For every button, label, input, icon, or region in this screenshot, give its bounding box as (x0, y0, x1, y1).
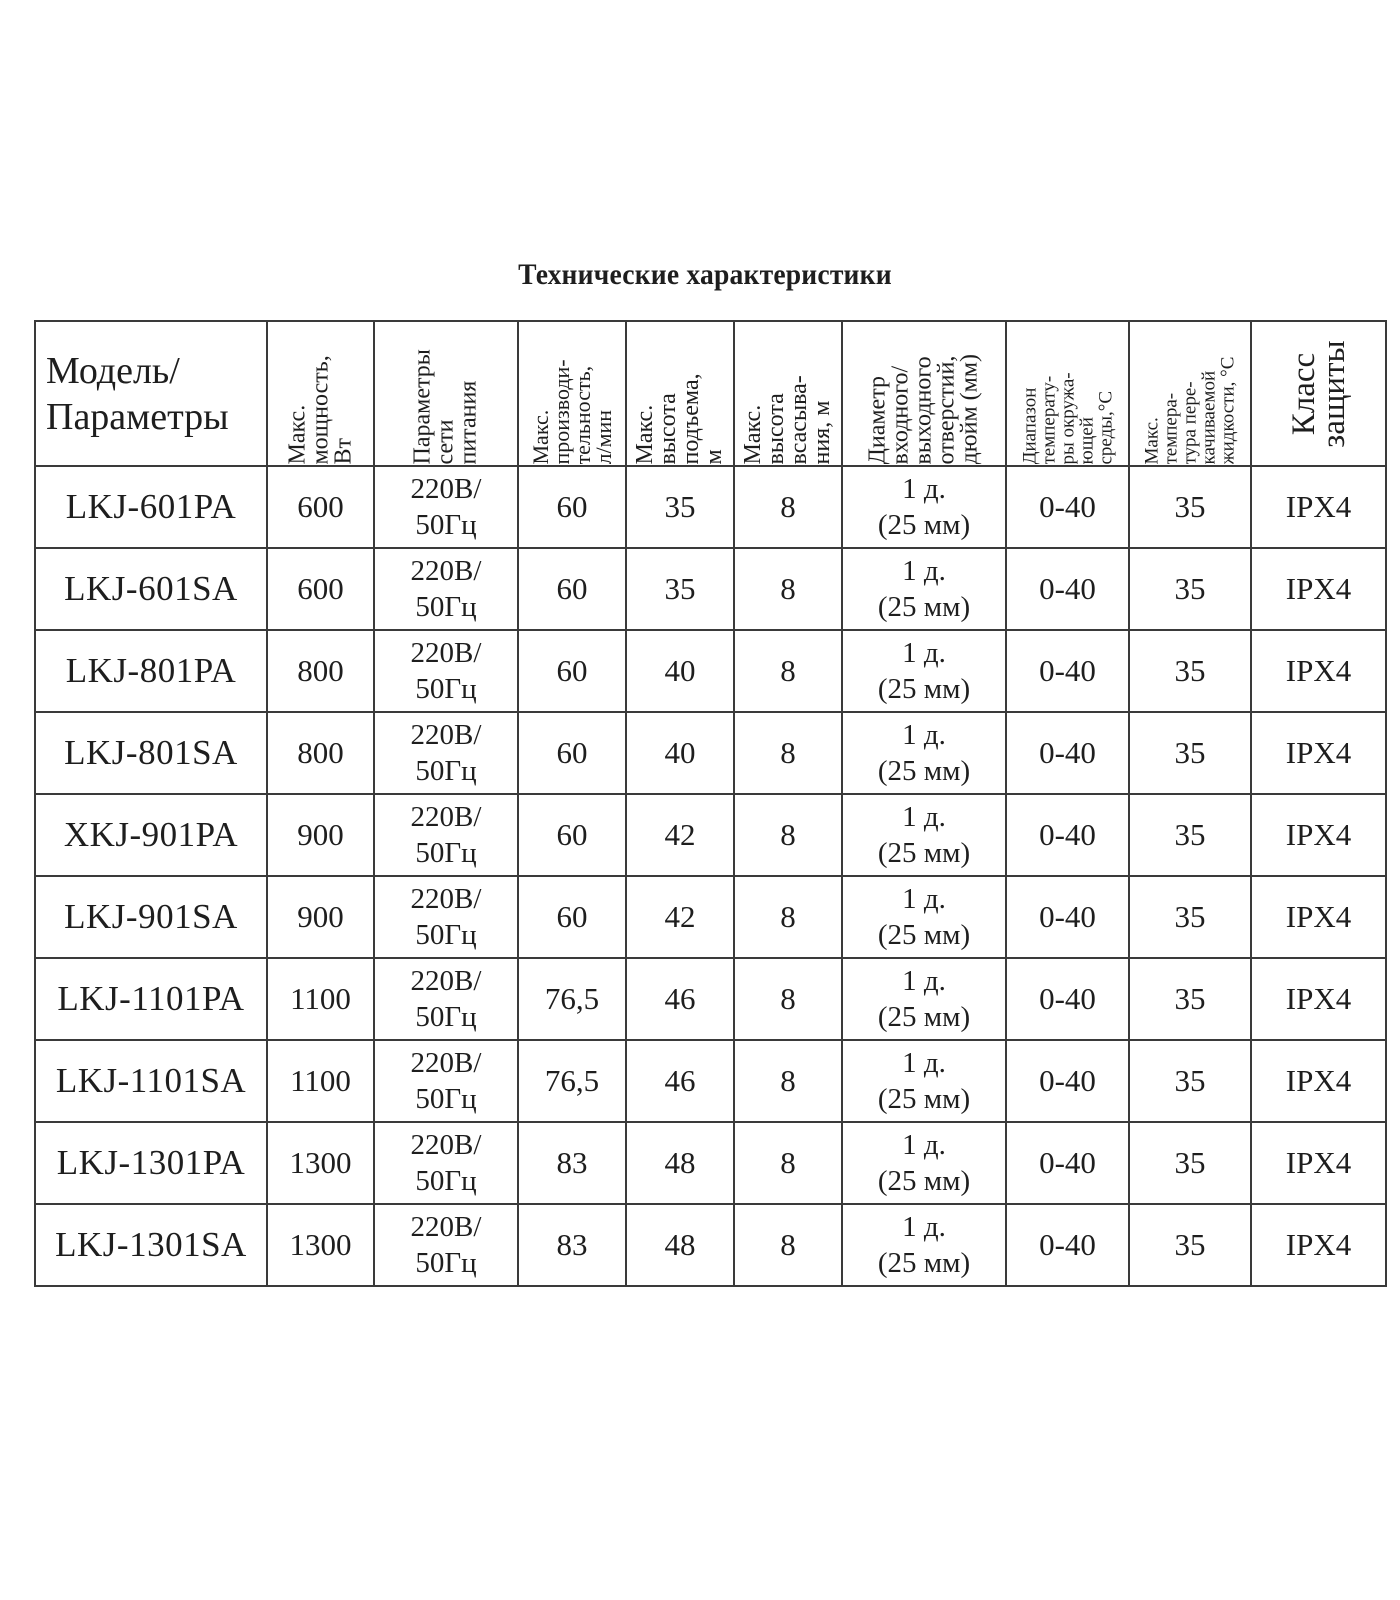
lift-cell: 40 (626, 712, 734, 794)
mains-cell-line: 50Гц (415, 1165, 477, 1197)
header-line: Параметры (409, 348, 436, 464)
diameter-cell-line: 1 д. (902, 1047, 946, 1079)
diameter-cell-line: (25 мм) (877, 919, 971, 951)
power-cell: 600 (267, 548, 374, 630)
protection-class-cell: IPX4 (1251, 794, 1386, 876)
header-model-parameters: Модель/ Параметры (35, 321, 267, 466)
mains-cell (374, 466, 518, 548)
diameter-cell (842, 630, 1006, 712)
diameter-cell-line: 1 д. (902, 801, 946, 833)
diameter-cell (842, 958, 1006, 1040)
header-line: входного/ (887, 365, 914, 464)
liquid-temp-cell: 35 (1129, 958, 1251, 1040)
table-row (35, 548, 1386, 630)
flow-cell: 76,5 (518, 958, 626, 1040)
power-cell: 1100 (267, 1040, 374, 1122)
ambient-temp-cell: 0-40 (1006, 712, 1129, 794)
diameter-cell (842, 794, 1006, 876)
table-row (35, 630, 1386, 712)
header-line: м (701, 448, 727, 464)
header-line: ния, м (809, 400, 835, 464)
table-row (35, 1122, 1386, 1204)
header-line: ющей (1076, 416, 1097, 464)
header-line: среды,°С (1095, 390, 1116, 464)
diameter-cell-line: (25 мм) (877, 509, 971, 541)
flow-cell: 76,5 (518, 1040, 626, 1122)
diameter-cell-line: (25 мм) (877, 1247, 971, 1279)
model-cell: LKJ-901SA (35, 876, 267, 958)
mains-cell-line: 50Гц (415, 1001, 477, 1033)
power-cell: 800 (267, 712, 374, 794)
power-cell: 600 (267, 466, 374, 548)
liquid-temp-cell: 35 (1129, 1040, 1251, 1122)
diameter-cell (842, 1040, 1006, 1122)
power-cell: 1300 (267, 1122, 374, 1204)
diameter-cell-line: 1 д. (902, 1211, 946, 1243)
ambient-temp-cell: 0-40 (1006, 1040, 1129, 1122)
liquid-temp-cell: 35 (1129, 794, 1251, 876)
header-line: Класс (1285, 352, 1322, 435)
mains-cell (374, 548, 518, 630)
table-row (35, 1204, 1386, 1286)
mains-cell-line: 220В/ (410, 801, 482, 833)
mains-cell-line: 220В/ (410, 719, 482, 751)
mains-cell (374, 712, 518, 794)
lift-cell: 46 (626, 958, 734, 1040)
power-cell: 1300 (267, 1204, 374, 1286)
ambient-temp-cell: 0-40 (1006, 548, 1129, 630)
header-line: Макс. (1141, 416, 1163, 464)
diameter-cell-line: (25 мм) (877, 1083, 971, 1115)
header-line: л/мин (591, 409, 616, 464)
header-line: питания (455, 380, 482, 464)
model-cell: LKJ-601SA (35, 548, 267, 630)
diameter-cell-line: 1 д. (902, 883, 946, 915)
mains-cell-line: 50Гц (415, 1083, 477, 1115)
table-row (35, 876, 1386, 958)
header-line: подъема, (678, 372, 704, 464)
diameter-cell (842, 548, 1006, 630)
mains-cell-line: 220В/ (410, 1129, 482, 1161)
protection-class-cell: IPX4 (1251, 1040, 1386, 1122)
mains-cell (374, 1040, 518, 1122)
header-max-power (267, 321, 374, 466)
mains-cell-line: 220В/ (410, 1211, 482, 1243)
suction-cell: 8 (734, 466, 842, 548)
protection-class-cell: IPX4 (1251, 1204, 1386, 1286)
diameter-cell (842, 712, 1006, 794)
header-line: Макс. (740, 404, 766, 464)
suction-cell: 8 (734, 1122, 842, 1204)
mains-cell-line: 220В/ (410, 965, 482, 997)
table-row (35, 466, 1386, 548)
mains-cell-line: 50Гц (415, 591, 477, 623)
diameter-cell-line: 1 д. (902, 473, 946, 505)
mains-cell (374, 1204, 518, 1286)
mains-cell (374, 630, 518, 712)
suction-cell: 8 (734, 876, 842, 958)
suction-cell: 8 (734, 712, 842, 794)
liquid-temp-cell: 35 (1129, 466, 1251, 548)
flow-cell: 60 (518, 794, 626, 876)
diameter-cell (842, 1204, 1006, 1286)
mains-cell-line: 50Гц (415, 673, 477, 705)
header-line: ры окружа- (1057, 371, 1078, 464)
header-line: выходного (910, 355, 937, 464)
flow-cell: 60 (518, 548, 626, 630)
header-max-suction (734, 321, 842, 466)
liquid-temp-cell: 35 (1129, 1204, 1251, 1286)
power-cell: 900 (267, 876, 374, 958)
lift-cell: 42 (626, 876, 734, 958)
model-cell: LKJ-1301PA (35, 1122, 267, 1204)
mains-cell-line: 220В/ (410, 1047, 482, 1079)
protection-class-cell: IPX4 (1251, 630, 1386, 712)
diameter-cell (842, 466, 1006, 548)
mains-cell-line: 50Гц (415, 509, 477, 541)
header-line: качиваемой (1198, 370, 1220, 464)
diameter-cell-line: 1 д. (902, 1129, 946, 1161)
header-line: производи- (549, 358, 574, 464)
header-line: высота (763, 392, 789, 464)
header-line: Диаметр (864, 375, 891, 464)
protection-class-cell: IPX4 (1251, 466, 1386, 548)
header-port-diameter (842, 321, 1006, 466)
flow-cell: 60 (518, 466, 626, 548)
flow-cell: 60 (518, 712, 626, 794)
diameter-cell (842, 1122, 1006, 1204)
header-line: отверстий, (933, 355, 960, 464)
liquid-temp-cell: 35 (1129, 876, 1251, 958)
lift-cell: 48 (626, 1122, 734, 1204)
flow-cell: 83 (518, 1122, 626, 1204)
header-line: дюйм (мм) (956, 353, 983, 464)
header-mains-parameters (374, 321, 518, 466)
ambient-temp-cell: 0-40 (1006, 1204, 1129, 1286)
model-cell: LKJ-1101PA (35, 958, 267, 1040)
power-cell: 800 (267, 630, 374, 712)
spec-table (34, 320, 1387, 1287)
lift-cell: 35 (626, 548, 734, 630)
table-row (35, 958, 1386, 1040)
model-cell: LKJ-801PA (35, 630, 267, 712)
diameter-cell-line: (25 мм) (877, 1165, 971, 1197)
header-line: температу- (1038, 375, 1059, 464)
header-line: высота (655, 392, 681, 464)
mains-cell-line: 220В/ (410, 473, 482, 505)
protection-class-cell: IPX4 (1251, 876, 1386, 958)
mains-cell (374, 1122, 518, 1204)
mains-cell (374, 876, 518, 958)
model-cell: LKJ-801SA (35, 712, 267, 794)
lift-cell: 46 (626, 1040, 734, 1122)
diameter-cell-line: (25 мм) (877, 755, 971, 787)
header-line: темпера- (1160, 392, 1182, 464)
liquid-temp-cell: 35 (1129, 1122, 1251, 1204)
page-title: Технические характеристики (518, 258, 892, 291)
table-row (35, 712, 1386, 794)
protection-class-cell: IPX4 (1251, 548, 1386, 630)
table-row (35, 794, 1386, 876)
model-cell: LKJ-1301SA (35, 1204, 267, 1286)
header-line: жидкости, °С (1217, 356, 1239, 464)
ambient-temp-cell: 0-40 (1006, 958, 1129, 1040)
flow-cell: 60 (518, 876, 626, 958)
power-cell: 1100 (267, 958, 374, 1040)
header-line: тура пере- (1179, 380, 1201, 464)
header-line: мощность, (307, 354, 333, 464)
suction-cell: 8 (734, 630, 842, 712)
diameter-cell-line: (25 мм) (877, 837, 971, 869)
mains-cell-line: 50Гц (415, 837, 477, 869)
table-row (35, 1040, 1386, 1122)
header-line: Макс. (528, 409, 553, 464)
ambient-temp-cell: 0-40 (1006, 794, 1129, 876)
mains-cell-line: 220В/ (410, 883, 482, 915)
liquid-temp-cell: 35 (1129, 548, 1251, 630)
mains-cell-line: 50Гц (415, 1247, 477, 1279)
header-line: защиты (1315, 339, 1352, 448)
mains-cell-line: 220В/ (410, 637, 482, 669)
diameter-cell-line: 1 д. (902, 637, 946, 669)
ambient-temp-cell: 0-40 (1006, 1122, 1129, 1204)
header-line: всасыва- (786, 374, 812, 464)
model-cell: LKJ-601PA (35, 466, 267, 548)
protection-class-cell: IPX4 (1251, 958, 1386, 1040)
power-cell: 900 (267, 794, 374, 876)
header-max-lift (626, 321, 734, 466)
model-cell: XKJ-901PA (35, 794, 267, 876)
diameter-cell-line: 1 д. (902, 555, 946, 587)
header-line: тельность, (570, 365, 595, 464)
flow-cell: 83 (518, 1204, 626, 1286)
header-row (35, 321, 1386, 466)
lift-cell: 48 (626, 1204, 734, 1286)
diameter-cell-line: (25 мм) (877, 673, 971, 705)
header-line: Диапазон (1019, 387, 1040, 464)
ambient-temp-cell: 0-40 (1006, 466, 1129, 548)
lift-cell: 40 (626, 630, 734, 712)
diameter-cell-line: (25 мм) (877, 591, 971, 623)
model-cell: LKJ-1101SA (35, 1040, 267, 1122)
lift-cell: 35 (626, 466, 734, 548)
header-line: Макс. (632, 404, 658, 464)
liquid-temp-cell: 35 (1129, 712, 1251, 794)
liquid-temp-cell: 35 (1129, 630, 1251, 712)
mains-cell-line: 220В/ (410, 555, 482, 587)
diameter-cell-line: 1 д. (902, 719, 946, 751)
suction-cell: 8 (734, 794, 842, 876)
header-line: Вт (330, 437, 356, 464)
suction-cell: 8 (734, 1040, 842, 1122)
diameter-cell (842, 876, 1006, 958)
header-max-flow (518, 321, 626, 466)
ambient-temp-cell: 0-40 (1006, 876, 1129, 958)
header-max-liquid-temp (1129, 321, 1251, 466)
suction-cell: 8 (734, 548, 842, 630)
diameter-cell-line: 1 д. (902, 965, 946, 997)
header-line: Макс. (284, 404, 310, 464)
suction-cell: 8 (734, 958, 842, 1040)
header-protection-class (1251, 321, 1386, 466)
header-ambient-temp-range (1006, 321, 1129, 466)
mains-cell (374, 794, 518, 876)
mains-cell-line: 50Гц (415, 919, 477, 951)
flow-cell: 60 (518, 630, 626, 712)
diameter-cell-line: (25 мм) (877, 1001, 971, 1033)
protection-class-cell: IPX4 (1251, 1122, 1386, 1204)
mains-cell-line: 50Гц (415, 755, 477, 787)
header-line: сети (432, 419, 459, 464)
suction-cell: 8 (734, 1204, 842, 1286)
protection-class-cell: IPX4 (1251, 712, 1386, 794)
lift-cell: 42 (626, 794, 734, 876)
ambient-temp-cell: 0-40 (1006, 630, 1129, 712)
mains-cell (374, 958, 518, 1040)
